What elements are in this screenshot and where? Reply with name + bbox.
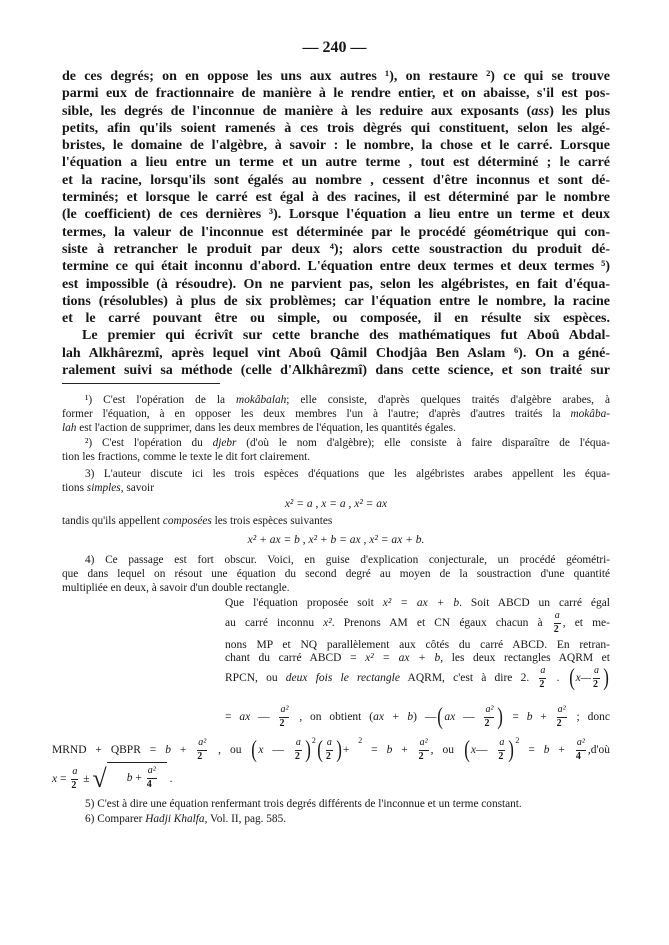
text-run: — (263, 744, 293, 756)
italic-text: x (470, 744, 476, 756)
denominator: 2 (484, 717, 490, 729)
text-line (62, 421, 610, 435)
text-run: terminés; et lorsque le carré est égal à des racines, il est déterminé par le nombre (62, 190, 610, 206)
numerator: a² (197, 738, 207, 751)
text-run: , on obtient ( (291, 711, 374, 723)
text-line (62, 241, 610, 258)
footnote-3 (62, 467, 610, 495)
text-line (62, 206, 610, 223)
text-run: , (299, 534, 309, 546)
text-run: , Vol. II, pag. 585. (204, 813, 287, 825)
parenthesis: ( (464, 737, 470, 764)
text-run: MRND + QBPR = (52, 744, 166, 756)
italic-text: simples (86, 482, 121, 494)
text-line (62, 812, 610, 826)
text-run: = (504, 711, 527, 723)
text-run: Le premier qui écrivît sur cette branche des mathématiques fut Aboû Abdal- (82, 328, 610, 344)
text-run: chant du carré ABCD = (225, 652, 366, 664)
text-line (62, 514, 610, 528)
italic-text: x² = ax (354, 498, 388, 510)
text-line (62, 797, 610, 811)
italic-text: ass (531, 103, 550, 119)
text-run: = (519, 744, 544, 756)
denominator: 2 (197, 750, 203, 762)
text-run: l'équation a lieu entre un terme et un autre terme , tout est déterminé ; le carré (62, 155, 610, 171)
text-line (62, 467, 610, 481)
text-run: , ou (209, 744, 251, 756)
text-run: nons MP et NQ parallèlement aux côtés du carré ABCD. En retran- (225, 639, 610, 651)
text-run: . Prenons AM et CN égaux chacun à (331, 617, 552, 629)
fraction (295, 738, 302, 762)
numerator: a (71, 767, 78, 780)
numerator: a² (557, 705, 567, 718)
page-number: — 240 — (302, 39, 367, 56)
radicand (107, 762, 167, 791)
fraction (197, 738, 207, 762)
text-run: . (166, 773, 173, 785)
text-run: . Soit ABCD un carré égal (459, 597, 610, 609)
superscript: 2 (311, 736, 316, 745)
text-line (62, 172, 610, 189)
italic-text: djebr (212, 437, 237, 449)
numerator: a (593, 666, 600, 679)
italic-text: x² = ax + b (365, 652, 441, 664)
text-line (62, 85, 610, 102)
text-line (62, 553, 610, 567)
parenthesis: ) (336, 737, 342, 764)
fraction (147, 766, 157, 790)
fraction (576, 738, 586, 762)
text-run: Que l'équation proposée soit (225, 597, 383, 609)
text-run: . (548, 672, 568, 684)
denominator: 4 (575, 750, 581, 762)
italic-text: b (526, 711, 533, 723)
italic-text: lah (62, 422, 77, 434)
text-run: + (549, 744, 574, 756)
text-run: , et me- (562, 617, 610, 629)
footnote-2 (62, 436, 610, 464)
italic-text: composées (162, 515, 212, 527)
text-line (62, 293, 610, 310)
text-run: au carré inconnu (225, 617, 324, 629)
italic-text: mokâbalah (236, 394, 287, 406)
text-run: former l'équation, à en opposer les deux membres l'un à l'autre; d'après d'autres traités la (62, 408, 571, 420)
parenthesis: ( (251, 737, 258, 764)
italic-text: x (258, 744, 264, 756)
text-run: multipliée en deux, à savoir d'un double rectangle. (62, 582, 290, 594)
text-line (62, 120, 610, 137)
paragraph-1 (62, 68, 610, 327)
fraction (279, 705, 289, 729)
text-run: AQRM, c'est à dire 2. (399, 672, 538, 684)
footnote-3-continued (62, 514, 610, 528)
text-run: ralement suivi sa méthode (celle d'Alkhârezmî) dans cette science, et son traité sur (62, 363, 610, 379)
text-line (62, 310, 610, 327)
text-line (62, 137, 610, 154)
numerator: a (295, 738, 302, 751)
numerator: a² (147, 766, 157, 779)
text-run: de ces degrés; on en oppose les uns aux autres ¹), on restaure ²) ce qui se trouve (62, 69, 610, 84)
text-run: ± (80, 773, 93, 785)
text-run: — (250, 711, 278, 723)
text-line (62, 481, 610, 495)
denominator: 2 (279, 717, 285, 729)
italic-text: x² + ax = b (247, 534, 300, 546)
footnote-5 (62, 797, 610, 811)
text-line (62, 258, 610, 275)
proof-line (52, 737, 610, 763)
text-line (62, 362, 610, 379)
text-run: , (345, 498, 355, 510)
italic-text: ax (444, 711, 456, 723)
numerator: a² (576, 738, 586, 751)
proof-line (52, 766, 610, 792)
parenthesis: ) (603, 665, 609, 692)
text-run: 4) Ce passage est fort obscur. Voici, en guise d'explication conjecturale, un procédé géométri- (85, 554, 610, 566)
text-line (62, 345, 610, 362)
text-run: RPCN, ou (225, 672, 286, 684)
fraction (593, 666, 600, 690)
text-run: + (132, 771, 145, 784)
text-run: (d'où le nom d'algèbre); elle consiste à faire disparaître de l'équa- (236, 437, 611, 449)
square-root (92, 766, 166, 792)
text-run: = (362, 744, 387, 756)
footnote-1 (62, 393, 610, 435)
numerator: a (539, 666, 546, 679)
superscript: 2 (515, 736, 520, 745)
fraction (419, 738, 429, 762)
fraction (539, 666, 546, 690)
italic-text: x (52, 773, 58, 785)
numerator: a² (279, 705, 289, 718)
numerator: a² (484, 705, 494, 718)
text-run: , savoir (120, 482, 154, 494)
fraction (484, 705, 494, 729)
paragraph-2 (62, 327, 610, 379)
fraction (71, 767, 78, 791)
text-run: siste à retrancher le produit par deux ⁴); alors cette soustraction du produit dé- (62, 241, 610, 257)
parenthesis: ( (317, 737, 323, 764)
italic-text: x² = ax + b (382, 597, 460, 609)
footnote-separator (62, 383, 220, 384)
text-run: 6) Comparer (85, 813, 146, 825)
text-run: que dans lequel on résout une équation du second degré au moyen de la soustraction d'une quantité (62, 568, 610, 580)
parenthesis: ) (497, 704, 504, 731)
denominator: 2 (556, 717, 562, 729)
text-run: , (360, 534, 370, 546)
text-run: tion les fractions, comme le texte le dit fort clairement. (62, 451, 311, 463)
proof-line (225, 665, 610, 691)
text-run: et la racine, lorsqu'ils sont égalés au nombre , cessent d'être inconnus et sont dé- (62, 172, 610, 188)
text-line (62, 224, 610, 241)
text-run: tions (résolubles) à plus de six problèmes; car l'équation entre le nombre, la racine (62, 293, 610, 309)
text-run: , (312, 498, 322, 510)
text-line (62, 68, 610, 85)
italic-text: x² + b = ax (308, 534, 361, 546)
text-run: les trois espèces suivantes (211, 515, 333, 527)
superscript: 2 (358, 736, 363, 745)
text-run: petits, afin qu'ils soient ramenés à ces trois dègrés qui constituent, selon les algé- (62, 120, 610, 136)
italic-text: ax (239, 711, 251, 723)
italic-text: x² = ax + b. (369, 534, 425, 546)
text-run: = (57, 773, 70, 785)
text-line (62, 450, 610, 464)
text-run: est impossible (à résoudre). On ne parvient pas, selon les algébristes, en fait d'équa- (62, 276, 610, 292)
text-line (62, 567, 610, 581)
text-run: 3) L'auteur discute ici les trois espèces d'équations que les algébristes arabes appellent les équa- (85, 468, 610, 480)
text-run: et le carré pouvant être ou simple, ou composée, il en résulte six espèces. (62, 311, 610, 327)
text-run: ²) C'est l'opération du (85, 437, 213, 449)
text-run: sible, les degrés de l'inconnue de manière à les reduire aux exposants ( (62, 103, 532, 119)
fraction (498, 738, 505, 762)
text-run: ¹) C'est l'opération de la (85, 394, 237, 406)
denominator: 2 (553, 623, 559, 635)
text-run: + (532, 711, 555, 723)
text-line (62, 393, 610, 407)
text-run: tions (62, 482, 87, 494)
text-run: ) — (413, 711, 437, 723)
text-run: 5) C'est à dire une équation renfermant trois degrés différents de l'inconnue et un terme constant. (85, 798, 522, 810)
text-run: termes, la valeur de l'inconnue est déterminée par le procédé géométrique qui con- (62, 224, 610, 240)
italic-text: b (543, 744, 550, 756)
italic-text: b (165, 744, 171, 756)
denominator: 4 (146, 778, 152, 790)
denominator: 2 (294, 750, 300, 762)
text-run: ) les plus (549, 103, 611, 119)
text-line (62, 436, 610, 450)
main-text (62, 68, 610, 379)
footnote-6 (62, 812, 610, 826)
footnote-4 (62, 553, 610, 595)
numerator: a (554, 611, 561, 624)
text-run: , les deux rectangles AQRM et (440, 652, 610, 664)
text-run: — (475, 744, 497, 756)
text-run: ; elle consiste, d'après quelques traités d'algèbre arabes, à (286, 394, 610, 406)
text-run: tandis qu'ils appellent (62, 515, 163, 527)
proof-line (225, 704, 610, 730)
numerator: a (498, 738, 505, 751)
text-run: lah Alkhârezmî, après lequel vint Aboû Qâmil Chodjâa Ben Aslam ⁶). On a géné- (62, 345, 610, 361)
italic-text: Hadji Khalfa (145, 813, 205, 825)
text-run: — (455, 711, 483, 723)
denominator: 2 (325, 750, 331, 762)
parenthesis: ( (568, 665, 575, 692)
simple-equations (62, 496, 610, 512)
italic-text: b (126, 771, 133, 784)
fraction (557, 705, 567, 729)
italic-text: x— (575, 672, 592, 684)
italic-text: x² (323, 617, 332, 629)
denominator: 2 (539, 678, 545, 690)
text-run: , ou (430, 744, 463, 756)
denominator: 2 (71, 779, 77, 791)
numerator: a² (419, 738, 429, 751)
text-run: termine ce qui était inconnu d'abord. L'équation entre deux termes et deux termes ⁵) (62, 259, 610, 275)
denominator: 2 (498, 750, 504, 762)
text-run: est l'action de supprimer, dans les deux membres de l'équation, les quantités égales. (76, 422, 456, 434)
text-run: + (342, 744, 359, 756)
text-line (62, 154, 610, 171)
text-run: + (170, 744, 196, 756)
italic-text: deux fois le rectangle (285, 672, 400, 684)
composed-equations (62, 532, 610, 548)
parenthesis: ) (508, 737, 515, 764)
text-run: (le coefficient) de ces dernières ³). Lorsque l'équation a lieu entre un terme et deux (62, 207, 610, 223)
text-run: + (392, 744, 417, 756)
radical-sign: √ (92, 764, 107, 794)
italic-text: x² = a (284, 498, 313, 510)
text-line (62, 327, 610, 344)
text-run: = (225, 711, 240, 723)
text-line (62, 189, 610, 206)
text-run: parmi eux de fractionnaire de manière à le rendre entier, et on abaisse, s'il est pos- (62, 86, 610, 102)
text-run: bristes, le domaine de l'algèbre, à savoir : le nombre, la chose et le carré. Lorsque (62, 138, 610, 154)
fraction (326, 738, 333, 762)
parenthesis: ) (305, 737, 311, 764)
text-line (62, 103, 610, 120)
denominator: 2 (593, 678, 599, 690)
italic-text: mokâba- (570, 408, 610, 420)
text-run: ; donc (568, 711, 610, 723)
parenthesis: ( (437, 704, 444, 731)
italic-text: ax + b (373, 711, 414, 723)
numerator: a (326, 738, 333, 751)
text-line (62, 407, 610, 421)
italic-text: x = a (321, 498, 346, 510)
italic-text: b (386, 744, 393, 756)
text-run: ,d'où (587, 744, 611, 756)
denominator: 2 (418, 750, 424, 762)
text-line (62, 276, 610, 293)
